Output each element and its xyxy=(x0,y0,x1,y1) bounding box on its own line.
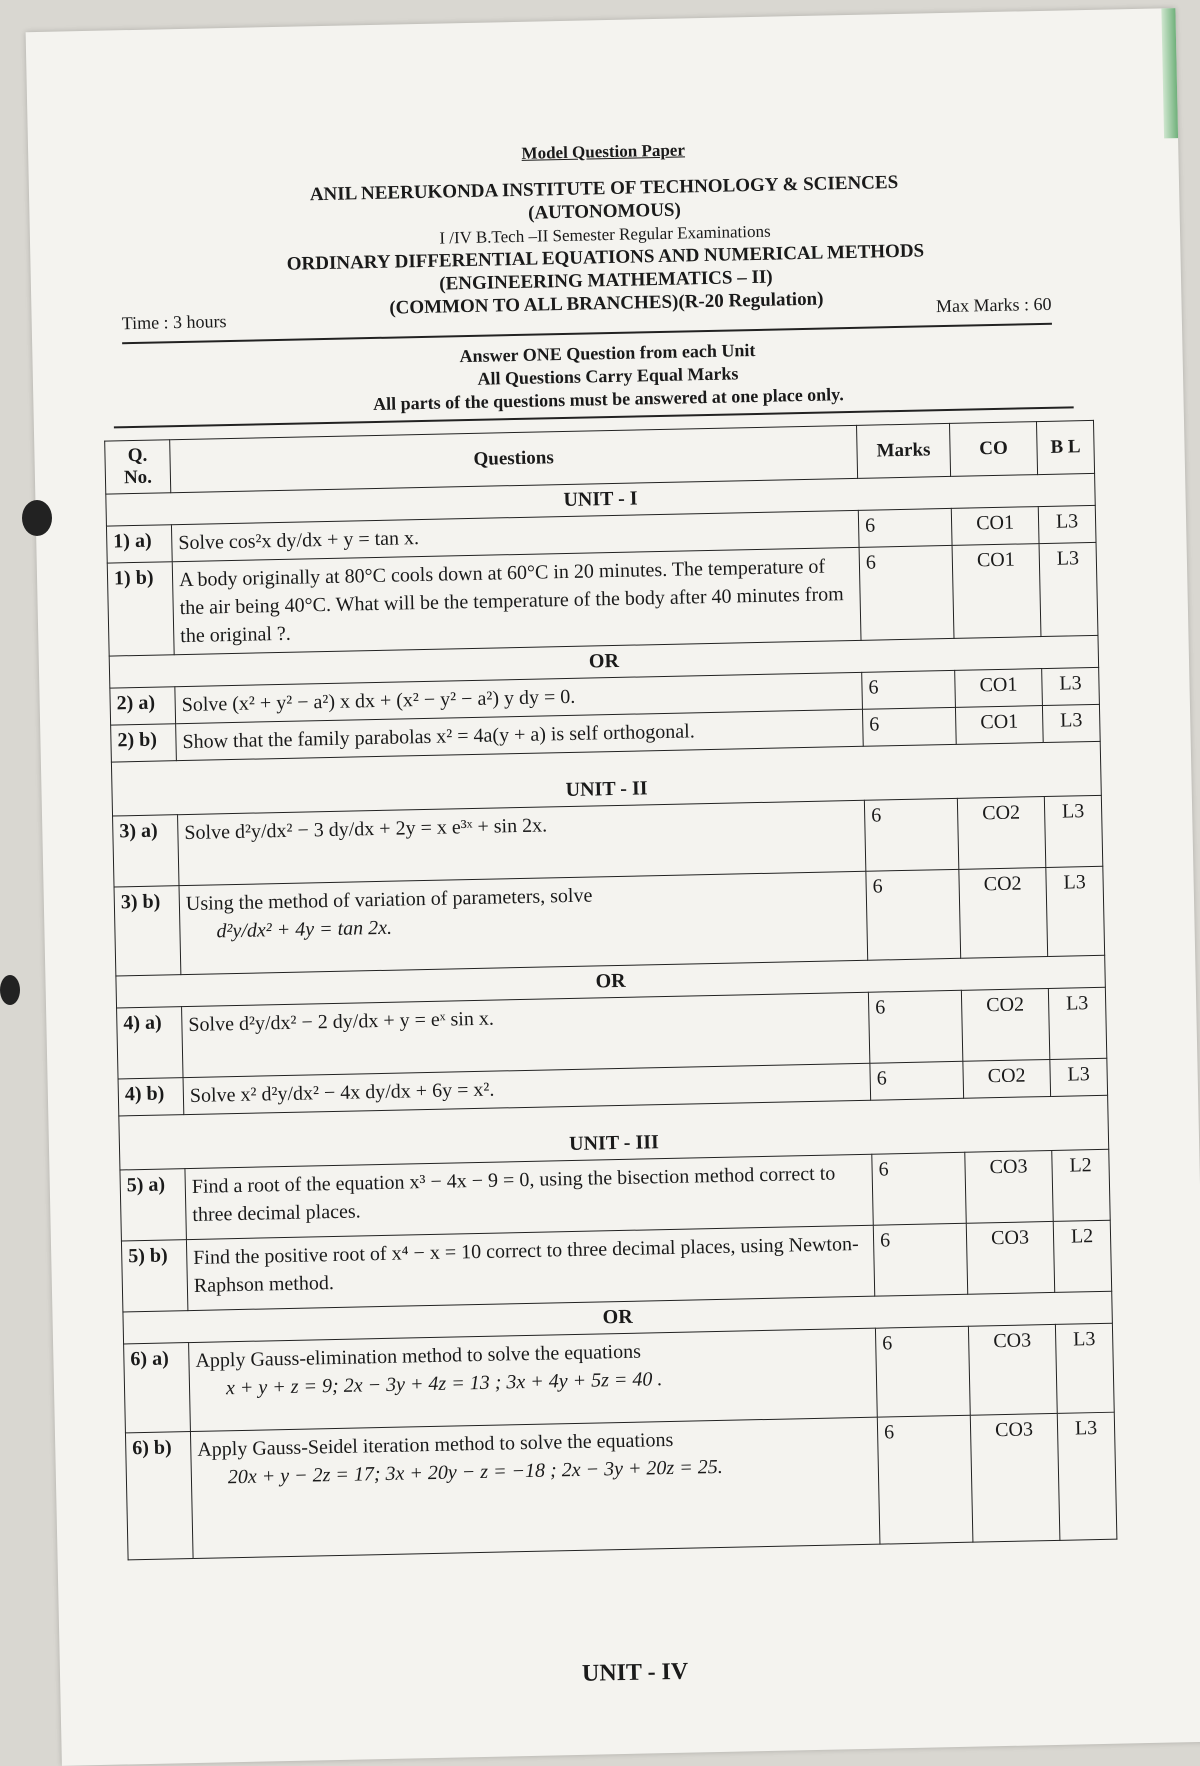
question-number: 2) a) xyxy=(110,687,176,725)
branches-label: (COMMON TO ALL BRANCHES)(R-20 Regulation) xyxy=(389,288,824,319)
question-equation: x + y + z = 9; 2x − 3y + 4z = 13 ; 3x + 4y + 5z = 40 . xyxy=(225,1368,663,1400)
question-bl: L3 xyxy=(1050,1058,1108,1096)
question-co: CO2 xyxy=(959,868,1048,959)
instruction-2: All Questions Carry Equal Marks xyxy=(477,363,739,389)
question-co: CO2 xyxy=(961,988,1049,1061)
or-label: OR xyxy=(109,635,1098,688)
question-marks: 6 xyxy=(873,1223,967,1296)
question-number: 6) a) xyxy=(124,1343,191,1433)
or-label: OR xyxy=(116,955,1105,1008)
question-bl: L3 xyxy=(1038,505,1096,543)
subject-title: ORDINARY DIFFERENTIAL EQUATIONS AND NUMERICAL METHODS xyxy=(286,240,925,275)
question-co: CO3 xyxy=(966,1221,1054,1294)
unit-label: UNIT - III xyxy=(119,1095,1109,1170)
unit-iv-heading: UNIT - IV xyxy=(581,1658,689,1687)
question-bl: L3 xyxy=(1042,667,1100,705)
question-number: 4) b) xyxy=(118,1078,184,1116)
question-co: CO3 xyxy=(970,1413,1060,1542)
question-text: Apply Gauss-Seidel iteration method to solve the equations xyxy=(197,1428,674,1461)
question-row xyxy=(125,1412,1116,1560)
question-text: Show that the family parabolas x² = 4a(y + a) is self orthogonal. xyxy=(176,709,864,760)
question-text: Solve x² d²y/dx² − 4x dy/dx + 6y = x². xyxy=(183,1063,871,1114)
question-marks: 6 xyxy=(875,1326,970,1417)
header-qno: Q. No. xyxy=(105,440,171,494)
question-equation: d²y/dx² + 4y = tan 2x. xyxy=(216,916,393,943)
question-marks: 6 xyxy=(864,798,958,871)
instruction-3: All parts of the questions must be answered at one place only. xyxy=(372,384,844,414)
header-co: CO xyxy=(949,422,1037,477)
institute-name: ANIL NEERUKONDA INSTITUTE OF TECHNOLOGY & SCIENCES xyxy=(309,171,899,206)
question-bl: L3 xyxy=(1046,866,1105,956)
question-co: CO2 xyxy=(957,797,1045,870)
autonomous-label: (AUTONOMOUS) xyxy=(527,199,682,224)
question-marks: 6 xyxy=(872,1152,966,1225)
question-cell xyxy=(179,871,868,974)
question-number: 5) a) xyxy=(120,1169,186,1241)
green-edge-decoration xyxy=(1161,8,1178,138)
instruction-1: Answer ONE Question from each Unit xyxy=(459,339,756,367)
question-number: 2) b) xyxy=(111,724,177,762)
question-bl: L3 xyxy=(1048,987,1106,1059)
question-marks: 6 xyxy=(868,990,962,1063)
unit-label: UNIT - I xyxy=(106,473,1095,526)
question-bl: L3 xyxy=(1057,1412,1117,1540)
question-marks: 6 xyxy=(859,545,954,640)
question-bl: L3 xyxy=(1044,795,1102,867)
question-bl: L3 xyxy=(1055,1323,1114,1413)
or-label: OR xyxy=(123,1291,1112,1344)
question-text: Solve cos²x dy/dx + y = tan x. xyxy=(171,510,859,561)
question-bl: L2 xyxy=(1052,1149,1110,1221)
question-co: CO1 xyxy=(951,507,1039,546)
question-text: A body originally at 80°C cools down at 60°C in 20 minutes. The temperature of the air being 40°C. What will be the temperature of the body after 40 minutes from the original ?. xyxy=(172,547,861,654)
question-text: Solve d²y/dx² − 2 dy/dx + y = eˣ sin x. xyxy=(182,992,870,1077)
question-marks: 6 xyxy=(858,508,952,547)
paper-type: Model Question Paper xyxy=(521,140,686,163)
header-questions: Questions xyxy=(170,425,858,492)
question-table xyxy=(104,420,1117,1560)
question-number: 5) b) xyxy=(121,1240,187,1312)
question-equation: 20x + y − 2z = 17; 3x + 20y − z = −18 ; 2x − 3y + 20z = 25. xyxy=(227,1455,723,1489)
question-text: Solve (x² + y² − a²) x dx + (x² − y² − a²) y dy = 0. xyxy=(175,672,863,723)
exam-name: I /IV B.Tech –II Semester Regular Examinations xyxy=(439,221,771,248)
punch-hole-mark xyxy=(22,500,52,536)
question-number: 6) b) xyxy=(125,1432,193,1560)
question-marks: 6 xyxy=(862,670,956,709)
question-marks: 6 xyxy=(862,707,956,746)
punch-hole-mark xyxy=(0,975,20,1005)
question-number: 1) a) xyxy=(106,525,172,563)
question-cell xyxy=(189,1328,878,1431)
question-cell xyxy=(190,1417,880,1558)
time-label: Time : 3 hours xyxy=(121,311,227,334)
question-number: 3) b) xyxy=(114,886,181,976)
question-bl: L3 xyxy=(1042,704,1100,742)
max-marks-label: Max Marks : 60 xyxy=(935,293,1052,317)
question-bl: L3 xyxy=(1039,542,1098,636)
question-text: Find a root of the equation x³ − 4x − 9 = 0, using the bisection method correct to three decimal places. xyxy=(185,1154,873,1239)
question-co: CO1 xyxy=(955,706,1043,745)
question-number: 3) a) xyxy=(113,815,179,887)
question-bl: L2 xyxy=(1053,1220,1111,1292)
header-bl: B L xyxy=(1036,420,1094,474)
subject-alt-title: (ENGINEERING MATHEMATICS – II) xyxy=(439,266,773,295)
question-co: CO2 xyxy=(963,1059,1051,1098)
question-text: Find the positive root of x⁴ − x = 10 correct to three decimal places, using Newton-Raphson method. xyxy=(186,1225,874,1310)
question-marks: 6 xyxy=(866,869,961,960)
question-marks: 6 xyxy=(870,1061,964,1100)
question-number: 1) b) xyxy=(107,562,174,656)
question-paper-sheet xyxy=(26,8,1200,1766)
question-text: Apply Gauss-elimination method to solve the equations xyxy=(195,1340,642,1372)
question-number: 4) a) xyxy=(117,1007,183,1079)
question-co: CO1 xyxy=(955,669,1043,708)
question-co: CO3 xyxy=(965,1150,1053,1223)
unit-label: UNIT - II xyxy=(111,741,1101,816)
question-co: CO3 xyxy=(968,1324,1057,1415)
question-text: Using the method of variation of parameters, solve xyxy=(185,884,593,916)
question-co: CO1 xyxy=(952,544,1041,639)
question-marks: 6 xyxy=(877,1415,973,1544)
question-text: Solve d²y/dx² − 3 dy/dx + 2y = x e³ˣ + sin 2x. xyxy=(178,800,866,885)
header-marks: Marks xyxy=(857,423,951,478)
